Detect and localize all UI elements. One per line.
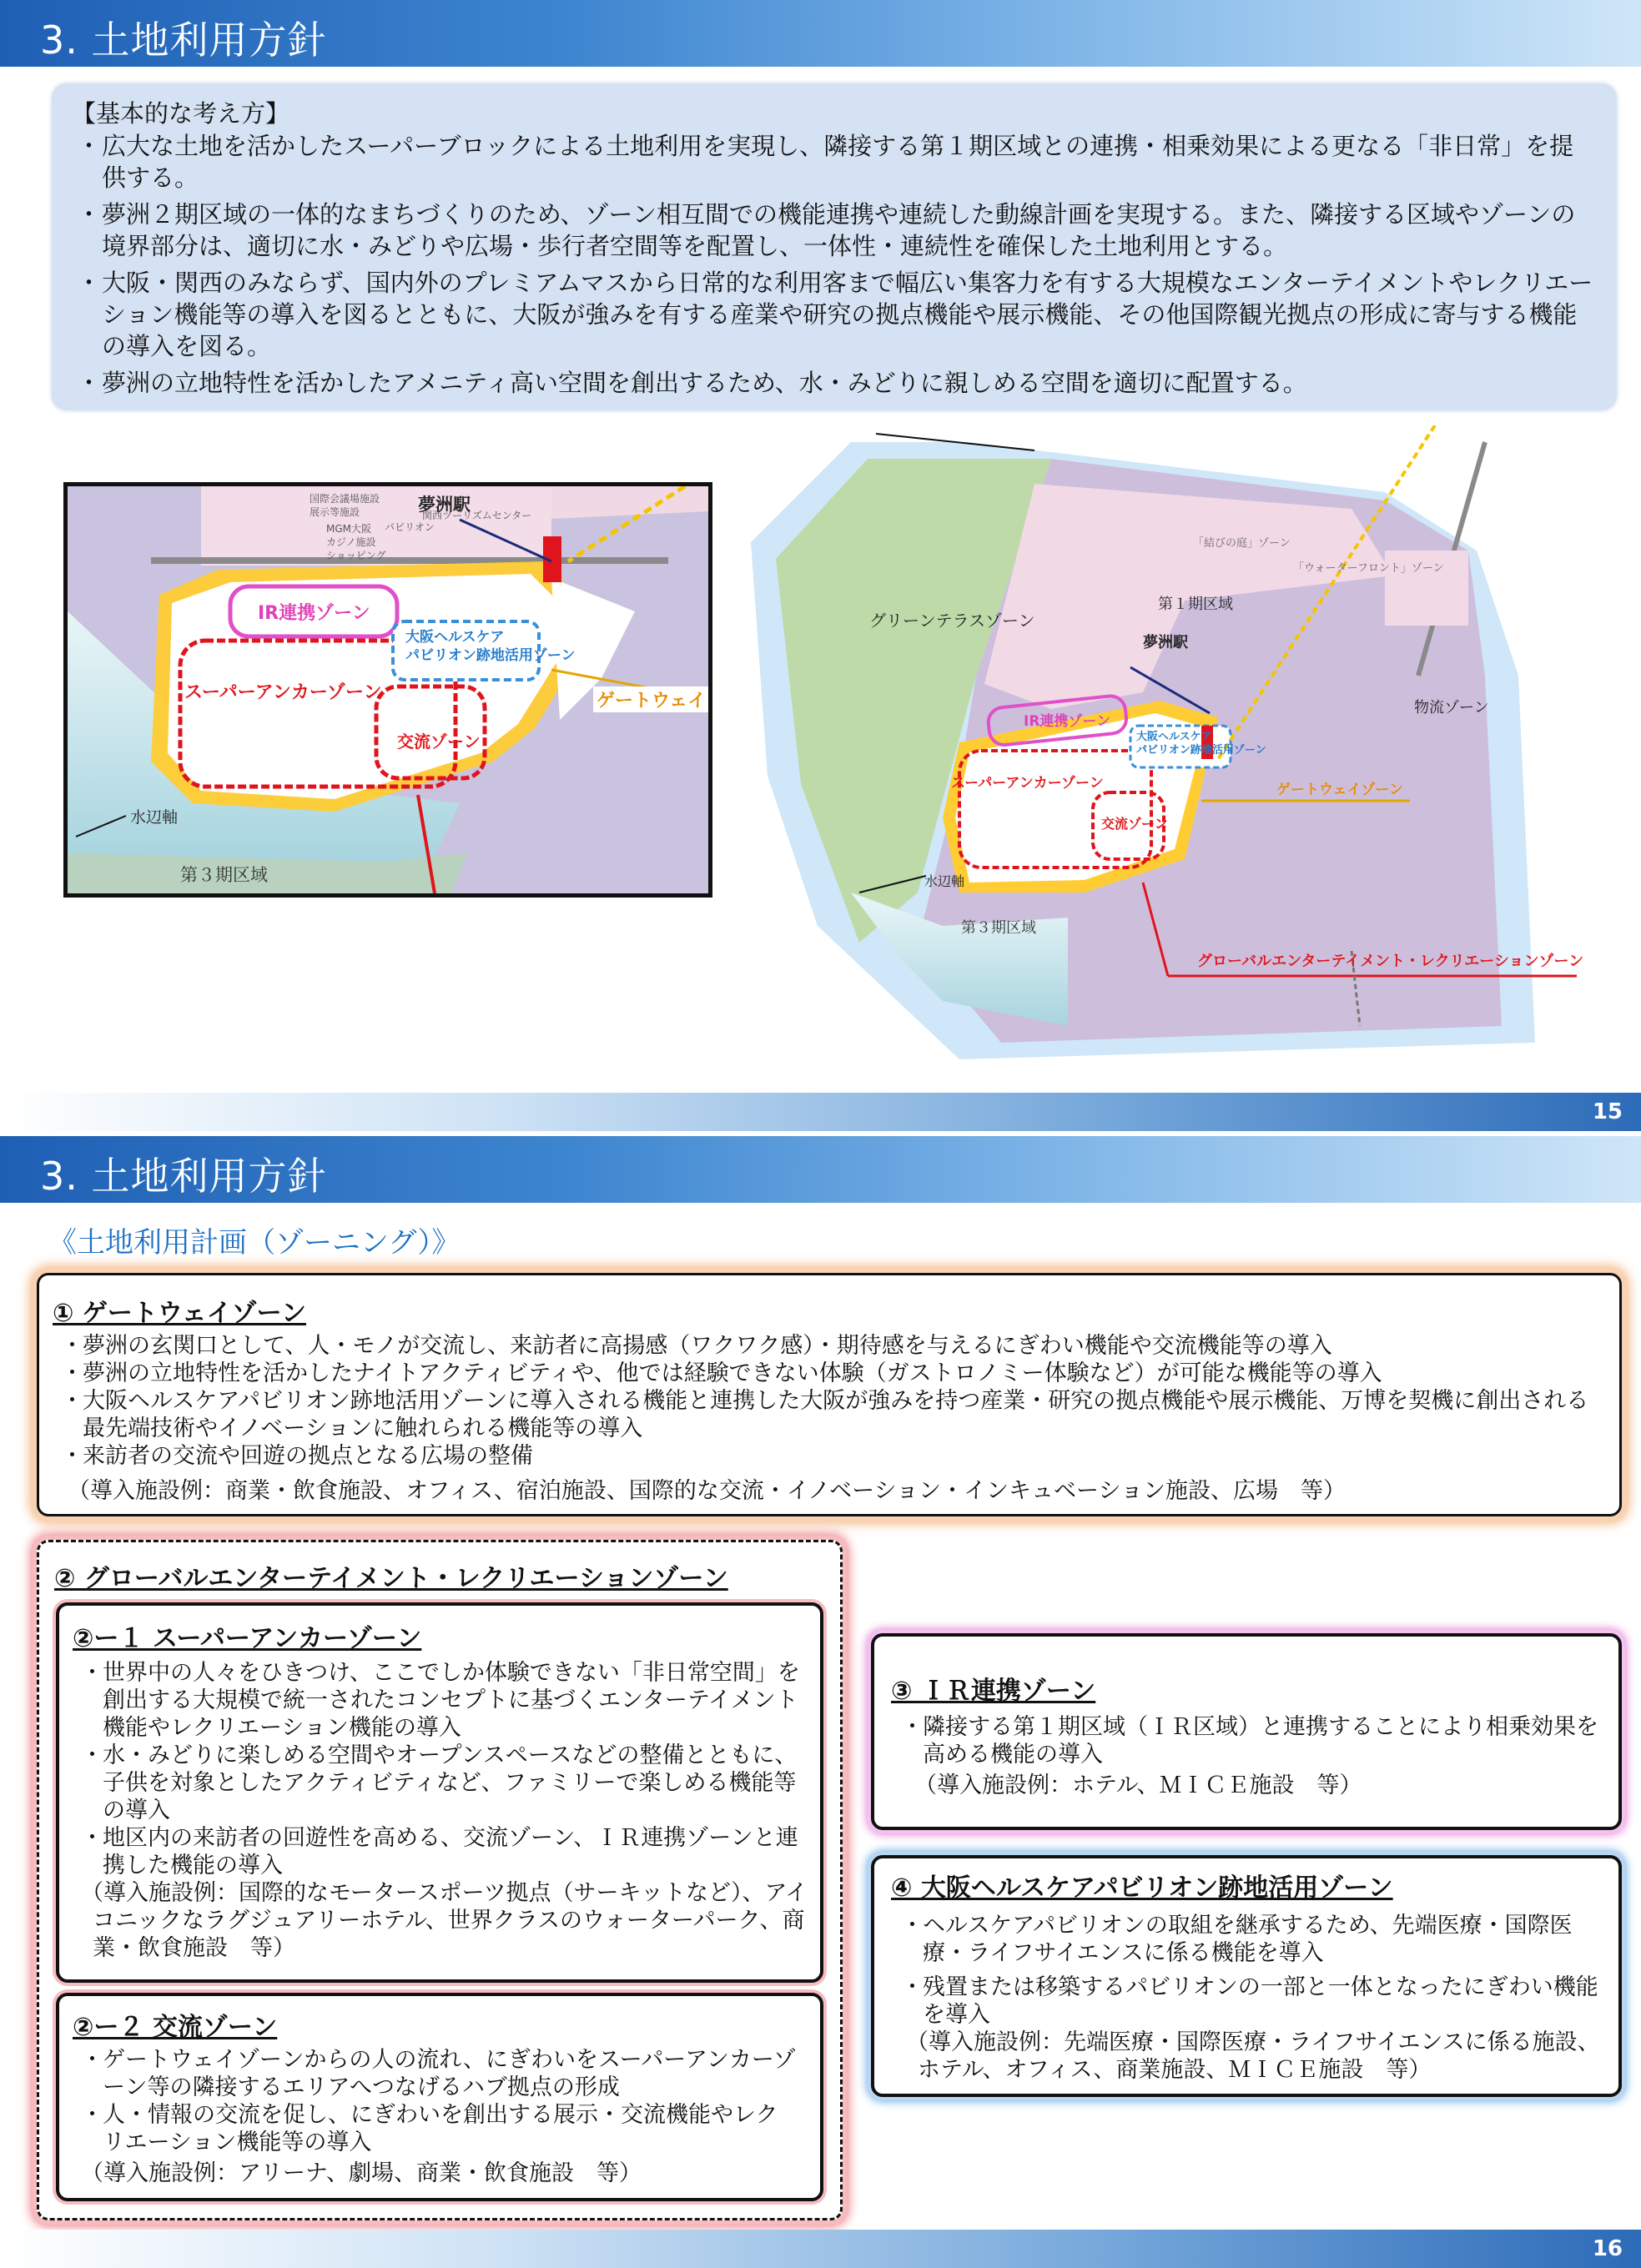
- map2-exchange-label: 交流ゾーン: [1101, 816, 1168, 832]
- super-anchor-zone-item: ・ 地区内の来訪者の回遊性を高める、交流ゾーン、ＩＲ連携ゾーンと連携した機能の導入: [81, 1824, 800, 1879]
- ir-zone-heading: ③ ＩＲ連携ゾーン: [891, 1677, 1096, 1706]
- map2-waterfront-label: 「ウォーターフロント」ゾーン: [1293, 562, 1444, 575]
- gateway-zone-item: ・ 大阪ヘルスケアパビリオン跡地活用ゾーンに導入される機能と連携した大阪が強みを持つ産業・研究の拠点機能や展示機能、万博を契機に創出される最先端技術やイノベーションに触れられる機能等の導入: [61, 1387, 1604, 1442]
- map1-ir-label: IR連携ゾーン: [258, 603, 370, 624]
- map2-global-label: グローバルエンターテイメント・レクリエーションゾーン: [1197, 953, 1584, 970]
- page15-header: [0, 0, 1641, 67]
- gateway-zone-heading: ① ゲートウェイゾーン: [53, 1299, 307, 1328]
- map1-phase1-label: カジノ施設: [326, 536, 376, 548]
- map2-water-label: 水辺軸: [924, 873, 965, 889]
- pavilion-zone-heading: ④ 大阪ヘルスケアパビリオン跡地活用ゾーン: [891, 1873, 1393, 1903]
- map1-phase3-label: 第３期区域: [180, 865, 268, 885]
- page16-title: 3. 土地利用方針: [40, 1154, 327, 1199]
- super-anchor-zone-box: [56, 1602, 823, 1983]
- map1-phase1-label: パビリオン: [385, 521, 435, 533]
- map1-phase1-label: 展示等施設: [310, 506, 360, 518]
- super-anchor-zone-list: [81, 1659, 800, 1879]
- gateway-zone-example: （導入施設例：商業・飲食施設、オフィス、宿泊施設、国際的な交流・イノベーション・インキュベーション施設、広場 等）: [68, 1478, 1346, 1504]
- map2-phase1-label: 第１期区域: [1158, 596, 1233, 613]
- super-anchor-zone-example: （導入施設例：国際的なモータースポーツ拠点（サーキットなど）、アイコニックなラグジュアリーホテル、世界クラスのウォーターパーク、商業・飲食施設 等）: [81, 1880, 808, 1961]
- exchange-zone-item: ・ 人・情報の交流を促し、にぎわいを創出する展示・交流機能やレクリエーション機能等の導入: [81, 2101, 800, 2156]
- map2-logistics-label: 物流ゾーン: [1414, 699, 1489, 717]
- map2-gateway-label: ゲートウェイゾーン: [1276, 782, 1403, 798]
- map1-gateway-label: ゲートウェイ: [593, 686, 709, 712]
- exchange-zone-list: [81, 2046, 800, 2156]
- pavilion-zone-item: ・ ヘルスケアパビリオンの取組を継承するため、先端医療・国際医療・ライフサイエンスに係る機能を導入: [901, 1912, 1602, 1967]
- pavilion-zone-list: [901, 1912, 1602, 2029]
- map2-green-label: グリーンテラスゾーン: [869, 611, 1035, 631]
- global-zone-heading: ② グローバルエンターテイメント・レクリエーションゾーン: [54, 1564, 728, 1593]
- gateway-zone-list: [61, 1332, 1604, 1470]
- gateway-zone-item: ・ 夢洲の玄関口として、人・モノが交流し、来訪者に高揚感（ワクワク感）・期待感を与えるにぎわい機能や交流機能等の導入: [61, 1332, 1604, 1360]
- map1-phase1-label: 関西ツーリズムセンター: [422, 510, 532, 521]
- concept-item: ・ 大阪・関西のみならず、国内外のプレミアムマスから日常的な利用客まで幅広い集客力を有する大規模なエンターテイメントやレクリエーション機能等の導入を図るとともに、大阪が強みを有する産業や研究の拠点機能や展示機能、その他国際観光拠点の形成に寄与する機能の導入を図る。: [77, 267, 1595, 362]
- map2-ir-label: IR連携ゾーン: [1024, 713, 1111, 730]
- map1-pavilion-label: 大阪ヘルスケア パビリオン跡地活用ゾーン: [405, 629, 576, 664]
- map2-station-label: 夢洲駅: [1143, 634, 1188, 651]
- super-anchor-zone-heading: ②ー１ スーパーアンカーゾーン: [73, 1624, 422, 1653]
- page15-footer: [0, 1093, 1641, 1131]
- exchange-zone-box: [56, 1993, 823, 2201]
- concept-heading: 【基本的な考え方】: [72, 99, 290, 128]
- exchange-zone-item: ・ ゲートウェイゾーンからの人の流れ、にぎわいをスーパーアンカーゾーン等の隣接するエリアへつなげるハブ拠点の形成: [81, 2046, 800, 2101]
- pavilion-zone-box: [871, 1855, 1622, 2097]
- map1-phase1-label: ショッピング: [326, 550, 386, 561]
- basic-concept-box: [52, 83, 1617, 410]
- pavilion-zone-example: （導入施設例：先端医療・国際医療・ライフサイエンスに係る施設、ホテル、オフィス、商業施設、ＭＩＣＥ施設 等）: [906, 2029, 1600, 2083]
- map2-musubi-label: 「結びの庭」ゾーン: [1193, 537, 1291, 550]
- super-anchor-zone-item: ・ 世界中の人々をひきつけ、ここでしか体験できない「非日常空間」を創出する大規模で統一されたコンセプトに基づくエンターテイメント機能やレクリエーション機能の導入: [81, 1659, 800, 1742]
- map1-phase1-label: 国際会議場施設: [310, 493, 380, 505]
- map1-station-label: 夢洲駅: [418, 495, 471, 515]
- gateway-zone-item: ・ 夢洲の立地特性を活かしたナイトアクティビティや、他では経験できない体験（ガストロノミー体験など）が可能な機能等の導入: [61, 1360, 1604, 1387]
- map1-exchange-label: 交流ゾーン: [397, 732, 481, 752]
- page15-title: 3. 土地利用方針: [40, 18, 327, 63]
- zoning-subtitle: 《土地利用計画（ゾーニング）》: [48, 1226, 461, 1260]
- page16-header: [0, 1136, 1641, 1203]
- concept-item: ・ 夢洲２期区域の一体的なまちづくりのため、ゾーン相互間での機能連携や連続した動線計画を実現する。また、隣接する区域やゾーンの境界部分は、適切に水・みどりや広場・歩行者空間等を配置し、一体性・連続性を確保した土地利用とする。: [77, 199, 1595, 262]
- map2-pavilion-label: 大阪ヘルスケア パビリオン跡地活用ゾーン: [1136, 731, 1266, 757]
- concept-item: ・ 広大な土地を活かしたスーパーブロックによる土地利用を実現し、隣接する第１期区域との連携・相乗効果による更なる「非日常」を提供する。: [77, 130, 1595, 194]
- ir-zone-item: ・ 隣接する第１期区域（ＩＲ区域）と連携することにより相乗効果を高める機能の導入: [901, 1713, 1602, 1768]
- pavilion-zone-item: ・ 残置または移築するパビリオンの一部と一体となったにぎわい機能を導入: [901, 1974, 1602, 2029]
- map2-super-label: スーパーアンカーゾーン: [951, 775, 1104, 792]
- map1-super-label: スーパーアンカーゾーン: [184, 682, 382, 703]
- page16-footer: [0, 2230, 1641, 2268]
- super-anchor-zone-item: ・ 水・みどりに楽しめる空間やオープンスペースなどの整備とともに、子供を対象としたアクティビティなど、ファミリーで楽しめる機能等の導入: [81, 1742, 800, 1824]
- concept-item: ・ 夢洲の立地特性を活かしたアメニティ高い空間を創出するため、水・みどりに親しめる空間を適切に配置する。: [77, 367, 1595, 399]
- map1-water-label: 水辺軸: [130, 808, 179, 827]
- ir-zone-list: [901, 1713, 1602, 1768]
- exchange-zone-heading: ②ー２ 交流ゾーン: [73, 2013, 278, 2042]
- zoom-map: [63, 482, 712, 898]
- exchange-zone-example: （導入施設例：アリーナ、劇場、商業・飲食施設 等）: [81, 2160, 642, 2186]
- ir-zone-box: [871, 1633, 1622, 1830]
- overview-map: [751, 425, 1593, 1076]
- concept-list: [77, 130, 1595, 404]
- page16-number: 16: [1592, 2236, 1623, 2261]
- global-zone-box: [37, 1540, 843, 2220]
- gateway-zone-item: ・ 来訪者の交流や回遊の拠点となる広場の整備: [61, 1442, 1604, 1470]
- ir-zone-example: （導入施設例：ホテル、ＭＩＣＥ施設 等）: [914, 1773, 1362, 1798]
- map1-phase1-label: MGM大阪: [326, 523, 372, 535]
- map2-phase3-label: 第３期区域: [961, 919, 1036, 937]
- gateway-zone-box: [37, 1273, 1622, 1516]
- page15-number: 15: [1592, 1099, 1623, 1124]
